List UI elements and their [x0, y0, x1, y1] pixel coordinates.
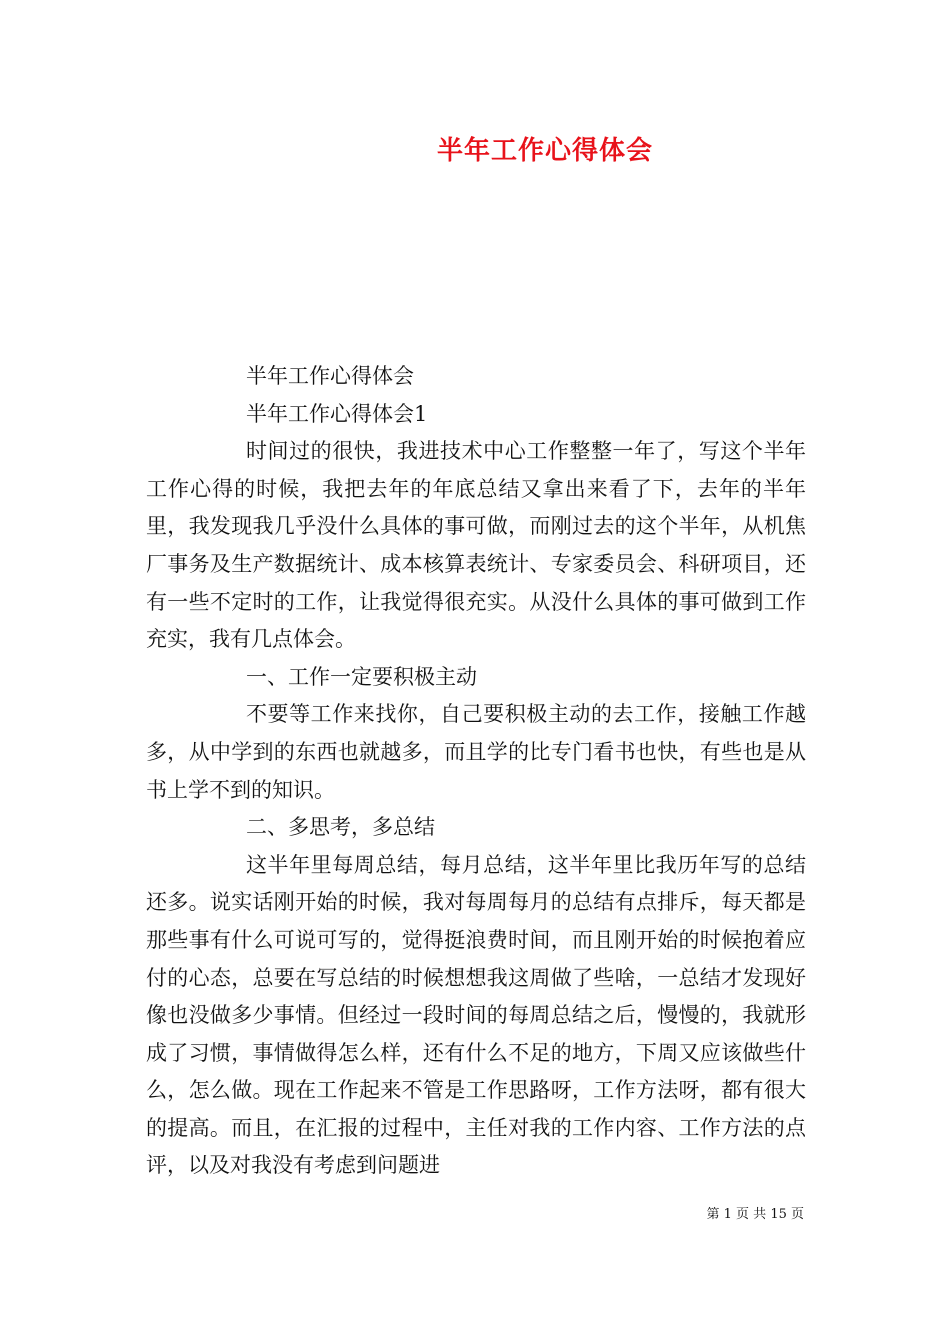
- body-paragraph: 时间过的很快，我进技术中心工作整整一年了，写这个半年工作心得的时候，我把去年的年底总结又拿出来看了下，去年的半年里，我发现我几乎没什么具体的事可做，而刚过去的这个半年，从机焦厂事务及生产数据统计、成本核算表统计、专家委员会、科研项目，还有一些不定时的工作，让我觉得很充实。从没什么具体的事可做到工作充实，我有几点体会。: [146, 439, 806, 652]
- page-footer: 第 1 页 共 15 页: [706, 1207, 804, 1222]
- document-body: [146, 358, 806, 1185]
- body-paragraph: 不要等工作来找你，自己要积极主动的去工作，接触工作越多，从中学到的东西也就越多，而且学的比专门看书也快，有些也是从书上学不到的知识。: [146, 702, 806, 802]
- document-title: 半年工作心得体会: [436, 136, 653, 166]
- body-paragraph: 这半年里每周总结，每月总结，这半年里比我历年写的总结还多。说实话刚开始的时候，我对每周每月的总结有点排斥，每天都是那些事有什么可说可写的，觉得挺浪费时间，而且刚开始的时候抱着应付的心态，总要在写总结的时候想想我这周做了些啥，一总结才发现好像也没做多少事情。但经过一段时间的每周总结之后，慢慢的，我就形成了习惯，事情做得怎么样，还有什么不足的地方，下周又应该做些什么，怎么做。现在工作起来不管是工作思路呀，工作方法呀，都有很大的提高。而且，在汇报的过程中，主任对我的工作内容、工作方法的点评，以及对我没有考虑到问题进: [146, 852, 806, 1178]
- section-heading: 一、工作一定要积极主动: [246, 664, 477, 689]
- section-heading: 二、多思考，多总结: [246, 815, 435, 840]
- body-heading: 半年工作心得体会: [246, 364, 414, 388]
- body-subheading: 半年工作心得体会1: [246, 401, 428, 426]
